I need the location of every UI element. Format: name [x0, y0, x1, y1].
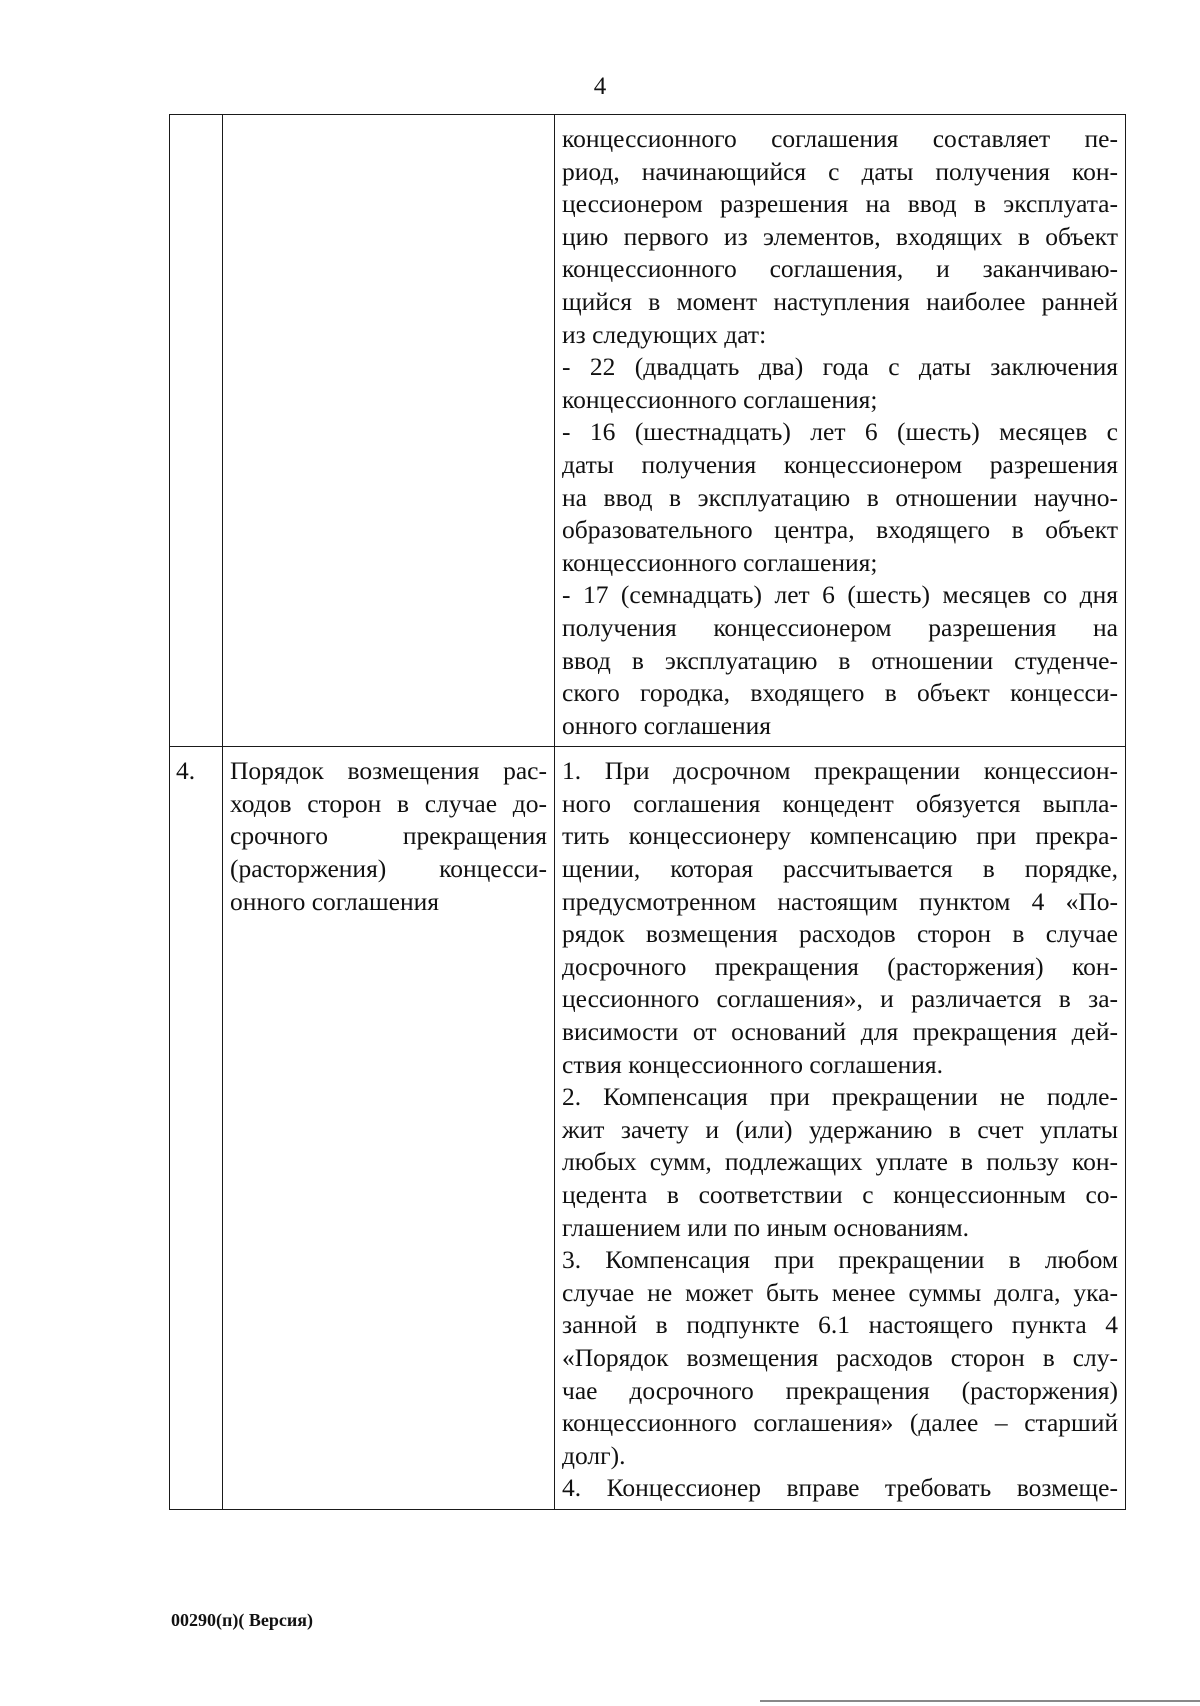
- text-line: любых сумм, подлежащих уплате в пользу кон-: [562, 1147, 1118, 1177]
- text-line: глашением или по иным основаниям.: [562, 1212, 970, 1242]
- text-line: щении, которая рассчитывается в порядке,: [562, 854, 1118, 884]
- page-number: 4: [593, 73, 607, 100]
- text-line: онного соглашения: [230, 886, 439, 916]
- footer-code: 00290(п): [171, 1610, 239, 1630]
- text-line: концессионного соглашения, и заканчиваю-: [562, 254, 1118, 284]
- text-line: Порядок возмещения рас-: [230, 756, 547, 786]
- text-line: «Порядок возмещения расходов сторон в слу-: [562, 1342, 1118, 1372]
- text-line: срочного прекращения: [230, 821, 547, 851]
- row-name-cell: [223, 115, 555, 747]
- text-line: щийся в момент наступления наиболее ранней: [562, 286, 1118, 316]
- text-line: жит зачету и (или) удержанию в счет уплаты: [562, 1114, 1118, 1144]
- text-line: досрочного прекращения (расторжения) кон-: [562, 951, 1118, 981]
- text-line: тить концессионеру компенсацию при прекра-: [562, 821, 1118, 851]
- text-line: - 16 (шестнадцать) лет 6 (шесть) месяцев с: [562, 417, 1118, 447]
- text-line: предусмотренном настоящим пунктом 4 «По-: [562, 886, 1118, 916]
- text-line: из следующих дат:: [562, 319, 767, 349]
- footer: [171, 1609, 313, 1631]
- text-line: ствия концессионного соглашения.: [562, 1049, 943, 1079]
- row-number-cell: 4.: [170, 747, 223, 1510]
- text-line: концессионного соглашения;: [562, 384, 878, 414]
- text-line: цессионером разрешения на ввод в эксплуата-: [562, 189, 1118, 219]
- table-row: [170, 115, 1126, 747]
- text-line: ного соглашения концедент обязуется выпла-: [562, 788, 1118, 818]
- text-line: образовательного центра, входящего в объект: [562, 515, 1118, 545]
- text-line: (расторжения) концесси-: [230, 854, 547, 884]
- description-lines: [562, 123, 1118, 742]
- text-line: цессионного соглашения», и различается в за-: [562, 984, 1118, 1014]
- text-line: цедента в соответствии с концессионным со-: [562, 1180, 1118, 1209]
- text-line: цию первого из элементов, входящих в объект: [562, 221, 1118, 251]
- row-description-cell: [555, 115, 1126, 747]
- text-line: онного соглашения: [562, 710, 771, 740]
- text-line: 2. Компенсация при прекращении не подле-: [562, 1082, 1118, 1112]
- text-line: ского городка, входящего в объект концесси-: [562, 678, 1118, 708]
- text-line: - 17 (семнадцать) лет 6 (шесть) месяцев со дня: [562, 580, 1118, 610]
- text-line: концессионного соглашения;: [562, 547, 878, 577]
- text-line: висимости от оснований для прекращения дей-: [562, 1017, 1118, 1047]
- footer-version: ( Версия): [238, 1610, 313, 1630]
- name-lines: [230, 755, 547, 918]
- text-line: долг).: [562, 1440, 626, 1470]
- document-table: [169, 114, 1126, 1510]
- text-line: получения концессионером разрешения на: [562, 612, 1118, 642]
- row-number-cell: [170, 115, 223, 747]
- table-row: [170, 747, 1126, 1510]
- text-line: 3. Компенсация при прекращении в любом: [562, 1245, 1118, 1275]
- description-lines: [562, 755, 1118, 1505]
- text-line: 4. Концессионер вправе требовать возмеще-: [562, 1473, 1118, 1503]
- text-line: даты получения концессионером разрешения: [562, 449, 1118, 479]
- text-line: - 22 (двадцать два) года с даты заключения: [562, 352, 1118, 382]
- text-line: 1. При досрочном прекращении концессион-: [562, 756, 1118, 786]
- row-name-cell: [223, 747, 555, 1510]
- text-line: концессионного соглашения составляет пе-: [562, 124, 1118, 153]
- text-line: ввод в эксплуатацию в отношении студенче-: [562, 645, 1118, 675]
- bottom-edge-line: [760, 1700, 1200, 1702]
- text-line: ходов сторон в случае до-: [230, 788, 547, 818]
- text-line: случае не может быть менее суммы долга, ука-: [562, 1277, 1118, 1307]
- row-description-cell: [555, 747, 1126, 1510]
- text-line: на ввод в эксплуатацию в отношении научно-: [562, 482, 1118, 512]
- text-line: занной в подпункте 6.1 настоящего пункта 4: [562, 1310, 1118, 1340]
- text-line: концессионного соглашения» (далее – старший: [562, 1408, 1118, 1438]
- text-line: рядок возмещения расходов сторон в случае: [562, 919, 1118, 949]
- text-line: чае досрочного прекращения (расторжения): [562, 1375, 1118, 1405]
- text-line: риод, начинающийся с даты получения кон-: [562, 156, 1118, 186]
